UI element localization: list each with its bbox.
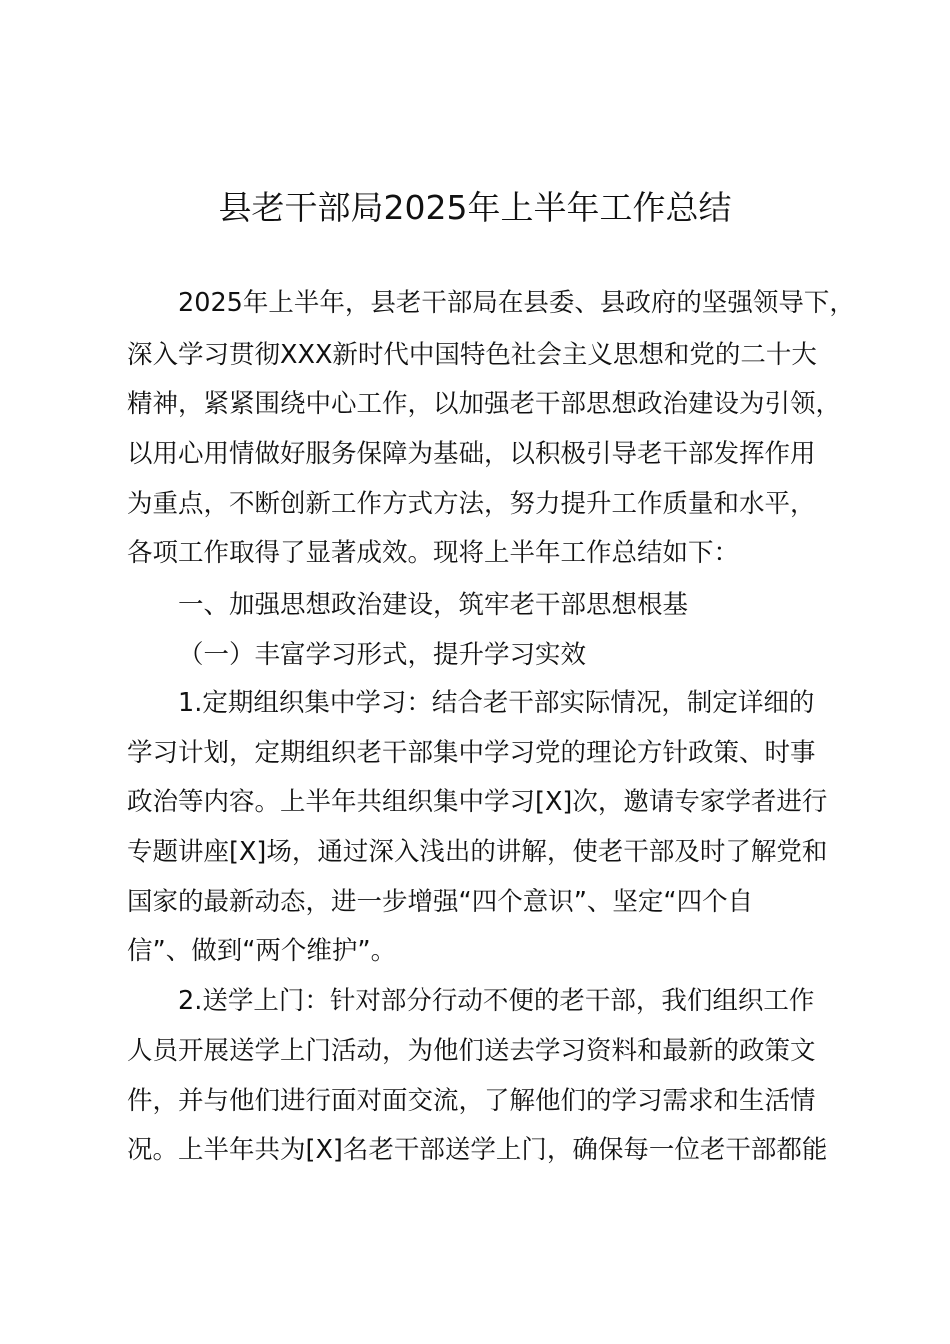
paragraph-line: 各项工作取得了显著成效。现将上半年工作总结如下：	[127, 538, 740, 568]
paragraph-line: 信”、做到“两个维护”。	[127, 936, 397, 966]
subsection-heading: （一）丰富学习形式，提升学习实效	[178, 640, 587, 670]
paragraph-line: 以用心用情做好服务保障为基础，以积极引导老干部发挥作用	[127, 439, 816, 469]
section-heading: 一、加强思想政治建设，筑牢老干部思想根基	[178, 590, 689, 620]
paragraph-line: 况。上半年共为[X]名老干部送学上门，确保每一位老干部都能	[127, 1135, 828, 1165]
paragraph-line: 政治等内容。上半年共组织集中学习[X]次，邀请专家学者进行	[127, 787, 828, 817]
paragraph-line: 专题讲座[X]场，通过深入浅出的讲解，使老干部及时了解党和	[127, 837, 828, 867]
paragraph-line: 为重点，不断创新工作方式方法，努力提升工作质量和水平，	[127, 489, 816, 519]
paragraph-line: 2025年上半年，县老干部局在县委、县政府的坚强领导下，	[178, 288, 855, 318]
paragraph-line: 人员开展送学上门活动，为他们送去学习资料和最新的政策文	[127, 1036, 816, 1066]
document-title: 县老干部局2025年上半年工作总结	[218, 188, 732, 227]
paragraph-line: 2.送学上门：针对部分行动不便的老干部，我们组织工作	[178, 986, 815, 1016]
paragraph-line: 1.定期组织集中学习：结合老干部实际情况，制定详细的	[178, 688, 815, 718]
paragraph-line: 国家的最新动态，进一步增强“四个意识”、坚定“四个自	[127, 887, 754, 917]
paragraph-line: 深入学习贯彻XXX新时代中国特色社会主义思想和党的二十大	[127, 340, 817, 370]
paragraph-line: 学习计划，定期组织老干部集中学习党的理论方针政策、时事	[127, 738, 816, 768]
paragraph-line: 精神，紧紧围绕中心工作，以加强老干部思想政治建设为引领，	[127, 389, 842, 419]
paragraph-line: 件，并与他们进行面对面交流，了解他们的学习需求和生活情	[127, 1086, 816, 1116]
